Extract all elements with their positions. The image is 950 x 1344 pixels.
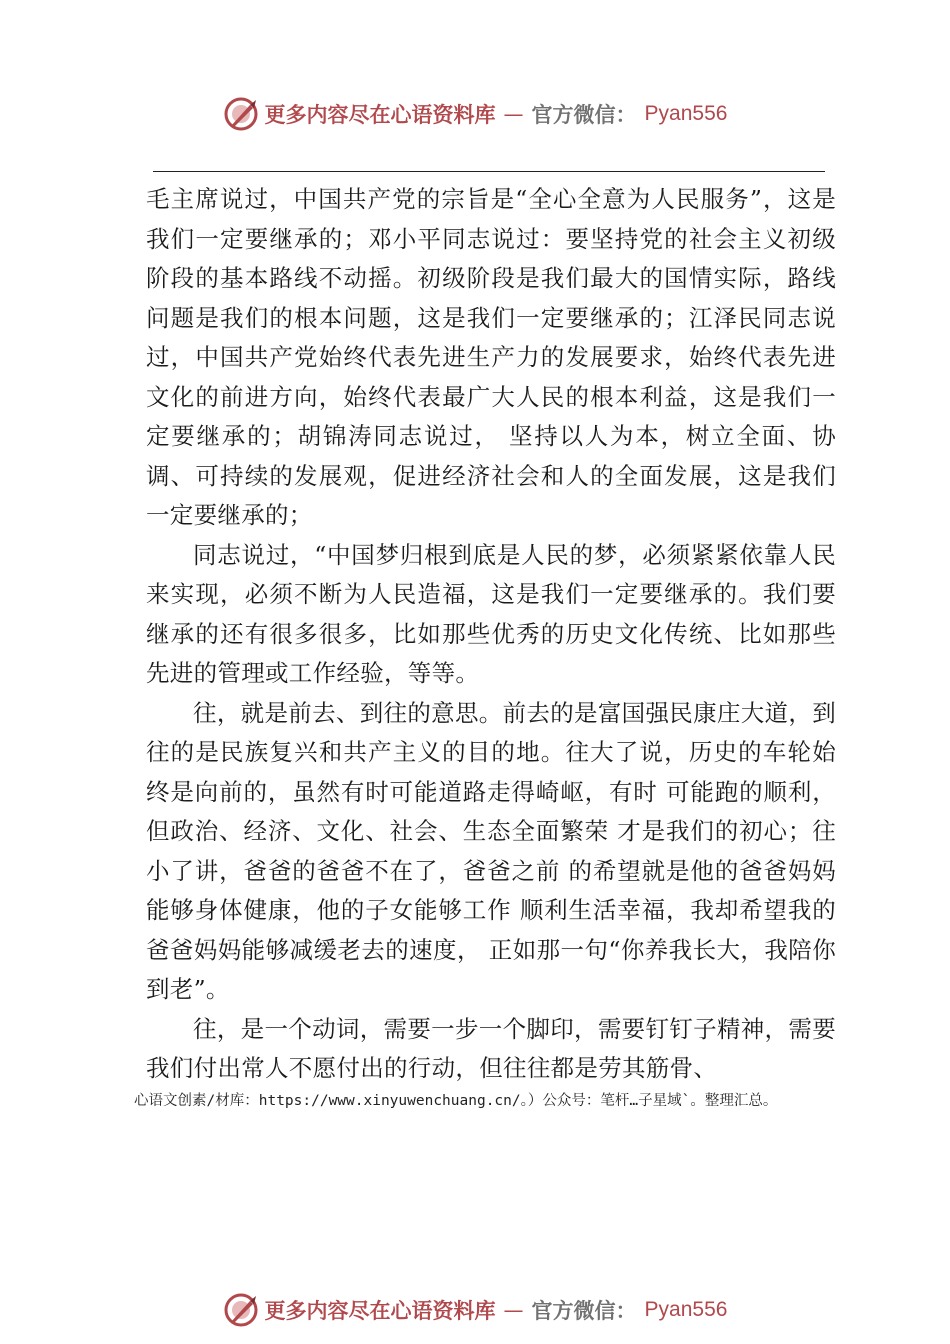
paragraph: 往，就是前去、到往的意思。前去的是富国强民康庄大道，到往的是民族复兴和共产主义的目的地。往大了说，历史的车轮始终是向前的，虽然有时可能道路走得崎岖，有时 可能跑的顺利，但政治、经济、文化、社会、生态全面繁荣 才是我们的初心；往小了讲，爸爸的爸爸不在了，爸爸之前 的希望就是他的爸爸妈妈能够身体健康，他的子女能够工作 顺利生活幸福，我却希望我的爸爸妈妈能够减缓老去的速度， 正如那一句“你养我长大，我陪你到老”。 bbox=[146, 698, 836, 1003]
official-label: 官方微信： bbox=[531, 1298, 637, 1323]
brand-dash: — bbox=[503, 102, 524, 126]
official-label: 官方微信： bbox=[531, 102, 637, 127]
header-divider bbox=[153, 171, 825, 172]
paragraph: 同志说过，“中国梦归根到底是人民的梦，必须紧紧依靠人民来实现，必须不断为人民造福，这是我们一定要继承的。我们要继承的还有很多很多，比如那些优秀的历史文化传统、比如那些先进的管理或工作经验，等等。 bbox=[146, 540, 836, 687]
document-body bbox=[146, 180, 836, 1089]
page-header bbox=[0, 92, 950, 136]
paragraph: 毛主席说过，中国共产党的宗旨是“全心全意为人民服务”，这是我们一定要继承的；邓小平同志说过：要坚持党的社会主义初级阶段的基本路线不动摇。初级阶段是我们最大的国情实际，路线问题是我们的根本问题，这是我们一定要继承的；江泽民同志说过，中国共产党始终代表先进生产力的发展要求，始终代表先进文化的前进方向，始终代表最广大人民的根本利益，这是我们一定要继承的；胡锦涛同志说过， 坚持以人为本，树立全面、协调、可持续的发展观，促进经济社会和人的全面发展，这是我们一定要继承的； bbox=[146, 185, 836, 529]
account-id: Pyan556 bbox=[644, 102, 728, 125]
brand-dash: — bbox=[503, 1298, 524, 1322]
paragraph: 往，是一个动词，需要一步一个脚印，需要钉钉子精神，需要我们付出常人不愿付出的行动，但往往都是劳其筋骨、 bbox=[146, 1014, 836, 1082]
page-footer bbox=[0, 1288, 950, 1332]
quill-logo-icon bbox=[223, 1292, 259, 1328]
account-id: Pyan556 bbox=[644, 1298, 728, 1321]
header-brand bbox=[223, 96, 728, 132]
brand-text: 更多内容尽在心语资料库 bbox=[264, 1298, 496, 1323]
brand-text: 更多内容尽在心语资料库 bbox=[264, 102, 496, 127]
footer-brand bbox=[223, 1292, 728, 1328]
source-footnote: 心语文创素/材库：https://www.xinyuwenchuang.cn/。）公众号：笔杆…子星域`。整理汇总。 bbox=[134, 1093, 778, 1109]
quill-logo-icon bbox=[223, 96, 259, 132]
